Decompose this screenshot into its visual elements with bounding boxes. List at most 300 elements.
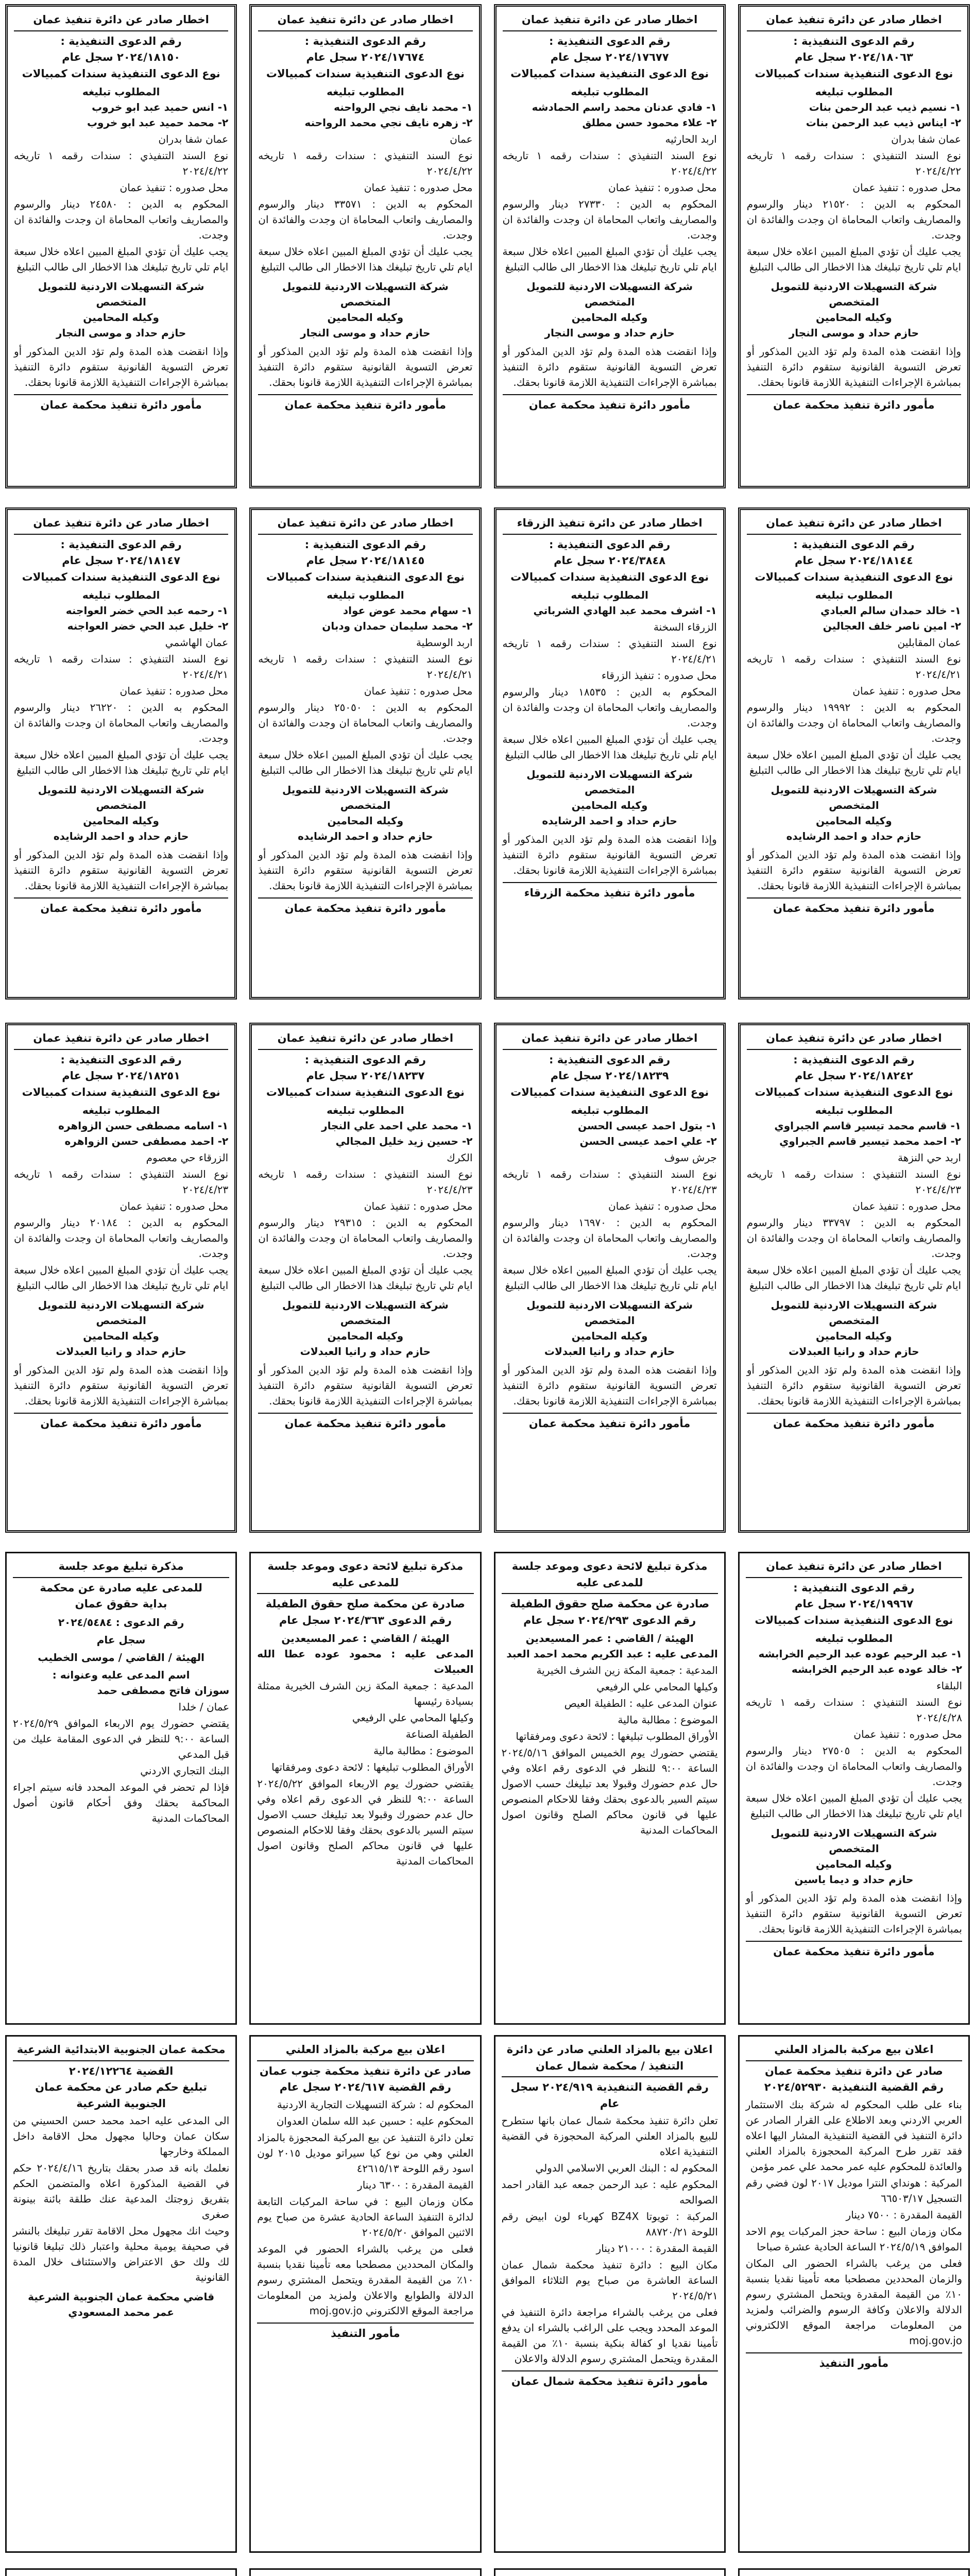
- notice-closing-paragraph: وإذا انقضت هذه المدة ولم تؤد الدين المذكور أو تعرض التسوية القانونية ستقوم دائرة التنفيذ بمباشرة الإجراءات التنفيذية اللازمة قانونا بحقك.: [746, 1364, 961, 1407]
- notice-body-paragraph: عمان شفا بدران: [158, 133, 229, 145]
- notice-body-paragraph: يجب عليك أن تؤدي المبلغ المبين اعلاه خلال سبعة ايام تلي تاريخ تبليغك هذا الاخطار الى طالب التبليغ: [258, 1264, 473, 1292]
- legal-notice: [249, 2035, 481, 2553]
- notice-signature-line: وكيله المحامين: [327, 1330, 404, 1342]
- notice-header-line: اعلان بيع بالمزاد العلني صادر عن دائرة التنفيذ / محكمة شمال عمان: [502, 2042, 718, 2077]
- notice-signature-line: وكيله المحامين: [816, 1858, 892, 1870]
- legal-notice: [249, 1552, 481, 2025]
- notice-header-line: اخطار صادر عن دائرة تنفيذ عمان: [747, 12, 961, 31]
- notice-intro-line: المطلوب تبليغه: [327, 86, 404, 98]
- notice-party-name: ١- انس حميد عبد ابو خروب: [92, 101, 229, 113]
- notice-header-line: صادر عن دائرة تنفيذ محكمة جنوب عمان: [259, 2064, 471, 2077]
- notice-signature-line: شركة التسهيلات الاردنية للتمويل المتخصص: [526, 1299, 693, 1327]
- notice-header-line: صادر عن دائرة تنفيذ محكمة عمان: [764, 2064, 943, 2077]
- notice-signoff: مأمور التنفيذ: [746, 2352, 962, 2372]
- notice-party-name: ٢- محمد سليمان حمدان ودبان: [322, 620, 473, 632]
- notice-signature-line: شركة التسهيلات الاردنية للتمويل المتخصص: [38, 784, 204, 811]
- notice-body-paragraph: محل صدوره : تنفيذ عمان: [364, 181, 473, 194]
- notice-header-line: ٢٠٢٤/١٧٦٧٧ سجل عام: [550, 51, 669, 63]
- notice-header-line: نوع الدعوى التنفيذية سندات كمبيالات: [755, 1086, 953, 1098]
- notice-header-line: اخطار صادر عن دائرة تنفيذ عمان: [258, 12, 472, 31]
- notice-signature-line: حازم حداد و موسى النجار: [544, 327, 675, 339]
- notice-body-paragraph: المحكوم به الدين : ٢٦٢٢٠ دينار والرسوم والمصاريف واتعاب المحاماة ان وجدت والفائدة ان وجدت.: [14, 701, 229, 744]
- notice-header-line: رقم الدعوى التنفيذية :: [60, 35, 182, 47]
- notice-header-line: تبليغ حكم صادر عن محكمة عمان الجنوبية الشرعية: [35, 2081, 208, 2110]
- notice-header-line: بداية حقوق عمان: [75, 1598, 167, 1610]
- notice-closing-paragraph: وإذا انقضت هذه المدة ولم تؤد الدين المذكور أو تعرض التسوية القانونية ستقوم دائرة التنفيذ بمباشرة الإجراءات التنفيذية اللازمة قانونا بحقك.: [502, 833, 717, 876]
- notice-body-paragraph: نوع السند التنفيذي : سندات رقمه ١ تاريخه ٢٠٢٤/٤/٢١: [746, 653, 962, 681]
- notice-body-paragraph: محل صدوره : تنفيذ عمان: [364, 685, 473, 697]
- notice-closing-paragraph: وإذا انقضت هذه المدة ولم تؤد الدين المذكور أو تعرض التسوية القانونية ستقوم دائرة التنفيذ بمباشرة الإجراءات التنفيذية اللازمة قانونا بحقك.: [746, 345, 961, 388]
- notice-signature-line: شركة التسهيلات الاردنية للتمويل المتخصص: [526, 768, 693, 796]
- notice-signature-line: شركة التسهيلات الاردنية للتمويل المتخصص: [282, 280, 449, 308]
- notice-row: [5, 2035, 970, 2553]
- notice-body-paragraph: المحكوم عليه : حسين عبد الله سلمان العدوان: [276, 2114, 474, 2127]
- notice-body-paragraph: نوع السند التنفيذي : سندات رقمه ١ تاريخه ٢٠٢٤/٤/٢٢: [502, 149, 717, 177]
- notice-party-name: ٢- حسين زيد خليل المجالي: [335, 1135, 473, 1147]
- notice-closing-paragraph: وإذا انقضت هذه المدة ولم تؤد الدين المذكور أو تعرض التسوية القانونية ستقوم دائرة التنفيذ بمباشرة الإجراءات التنفيذية اللازمة قانونا بحقك.: [502, 1364, 717, 1407]
- legal-notice: [494, 1023, 726, 1533]
- notice-signoff: مأمور دائرة تنفيذ محكمة عمان: [258, 1413, 472, 1432]
- notice-body-paragraph: الموضوع : مطالبة مالية: [618, 1714, 718, 1726]
- notice-signature-line: شركة التسهيلات الاردنية للتمويل المتخصص: [771, 784, 937, 811]
- notice-row: [5, 507, 970, 999]
- notice-body-paragraph: القيمة المقدرة : ٧٥٠٠ دينار: [846, 2208, 962, 2221]
- notice-body-paragraph: مكان وزمان البيع : ساحة حجز المركبات يوم الاحد الموافق ٢٠٢٤/٥/١٩ الساعة الحادية عشرة صباحا: [745, 2225, 962, 2253]
- notice-body-paragraph: محل صدوره : تنفيذ عمان: [119, 685, 229, 697]
- notice-body-paragraph: المركبة : تويوتا BZ4X كهرباء لون ابيض رقم اللوحة ٨٨٧٢٠/٢١: [501, 2210, 718, 2238]
- notice-closing-paragraph: وإذا انقضت هذه المدة ولم تؤد الدين المذكور أو تعرض التسوية القانونية ستقوم دائرة التنفيذ بمباشرة الإجراءات التنفيذية اللازمة قانونا بحقك.: [258, 345, 473, 388]
- legal-notice: [738, 2568, 970, 2576]
- notice-body-paragraph: يجب عليك أن تؤدي المبلغ المبين اعلاه خلال سبعة ايام تلي تاريخ تبليغك هذا الاخطار الى طالب التبليغ: [502, 1264, 717, 1292]
- notice-body-paragraph: الطفيلة الصناعة: [405, 1728, 474, 1740]
- notice-party-name: ١- قاسم محمد تيسير قاسم الجبراوي: [774, 1120, 961, 1132]
- notice-body-paragraph: المحكوم له : البنك العربي الاسلامي الدولي: [535, 2162, 718, 2174]
- notice-party-name: ٢- علي احمد عيسى الحسن: [579, 1135, 717, 1147]
- notice-signature-line: عمر محمد المسعودي: [68, 2306, 174, 2318]
- notice-signoff: مأمور التنفيذ: [257, 2323, 473, 2342]
- notice-body-paragraph: فعلى من يرغب بالشراء الحضور في الموعد والمكان المحددين مصطحبا معه تأمينا نقديا بنسبة ١٠٪ من القيمة المقدرة ويتحمل المشتري رسوم الدلالة والطوابع والاعلان ولمزيد من المعلومات مراجعة الموقع الالكتروني moj.gov.jo: [257, 2242, 474, 2317]
- notice-intro-line: المطلوب تبليغه: [82, 589, 160, 601]
- notice-body-paragraph: المحكوم به الدين : ٢٥٠٥٠ دينار والرسوم والمصاريف واتعاب المحاماة ان وجدت والفائدة ان وجدت.: [258, 701, 473, 744]
- notice-body-paragraph: يجب عليك أن تؤدي المبلغ المبين اعلاه خلال سبعة ايام تلي تاريخ تبليغك هذا الاخطار الى طالب التبليغ: [746, 245, 961, 273]
- notice-party-name: ٢- احمد محمد تيسير قاسم الجبراوي: [779, 1135, 961, 1147]
- notice-body-paragraph: يجب عليك أن تؤدي المبلغ المبين اعلاه خلال سبعة ايام تلي تاريخ تبليغك هذا الاخطار الى طالب التبليغ: [746, 1264, 961, 1292]
- notice-body-paragraph: المحكوم له : شركة التسهيلات التجارية الاردنية: [277, 2098, 474, 2111]
- notice-body-paragraph: بناء على طلب المحكوم له شركة بنك الاستثمار العربي الاردني وبعد الاطلاع على القرار الصادر عن دائرة التنفيذ في القضية التنفيذية المشار اليها اعلاه فقد تقرر طرح المركبة المحجوزة بالمزاد العلني والعائدة للمحكوم عليه عمر محمد علي عمر مؤمن: [745, 2098, 962, 2173]
- notice-row: [5, 2568, 970, 2576]
- notice-closing-paragraph: وإذا انقضت هذه المدة ولم تؤد الدين المذكور أو تعرض التسوية القانونية ستقوم دائرة التنفيذ بمباشرة الإجراءات التنفيذية اللازمة قانونا بحقك.: [502, 345, 717, 388]
- notice-signature-line: شركة التسهيلات الاردنية للتمويل المتخصص: [771, 280, 937, 308]
- notice-signature-line: وكيله المحامين: [571, 799, 648, 811]
- notice-body-paragraph: عمان الهاشمي: [165, 636, 229, 649]
- notice-header-line: نوع الدعوى التنفيذية سندات كمبيالات: [755, 1614, 953, 1626]
- notice-body-paragraph: نوع السند التنفيذي : سندات رقمه ١ تاريخه ٢٠٢٤/٤/٢٢: [14, 149, 229, 177]
- notice-body-paragraph: نوع السند التنفيذي : سندات رقمه ١ تاريخه ٢٠٢٤/٤/٢٢: [258, 149, 473, 177]
- notice-body-paragraph: القيمة المقدرة : ٦٣٠٠ دينار: [357, 2178, 474, 2191]
- notice-body-paragraph: يجب عليك أن تؤدي المبلغ المبين اعلاه خلال سبعة ايام تلي تاريخ تبليغك هذا الاخطار الى طالب التبليغ: [14, 1264, 229, 1292]
- notice-closing-paragraph: وإذا انقضت هذه المدة ولم تؤد الدين المذكور أو تعرض التسوية القانونية ستقوم دائرة التنفيذ بمباشرة الإجراءات التنفيذية اللازمة قانونا بحقك.: [14, 345, 229, 388]
- notice-body-paragraph: يجب عليك أن تؤدي المبلغ المبين اعلاه خلال سبعة ايام تلي تاريخ تبليغك هذا الاخطار الى طالب التبليغ: [14, 749, 229, 776]
- notice-signoff: مأمور دائرة تنفيذ محكمة عمان: [258, 897, 472, 917]
- notice-party-name: ١- اشرف محمد عبد الهادي الشرباتي: [533, 604, 717, 617]
- notice-body-paragraph: القيمة المقدرة : ٢١٠٠٠ دينار: [596, 2242, 718, 2255]
- legal-notice: [5, 1023, 237, 1533]
- notice-intro-line: اسم المدعى عليه وعنوانه :: [52, 1668, 190, 1681]
- notice-body-paragraph: محل صدوره : تنفيذ عمان: [608, 181, 717, 194]
- notice-signoff: مأمور دائرة تنفيذ محكمة عمان: [14, 1413, 228, 1432]
- notice-closing-paragraph: وإذا انقضت هذه المدة ولم تؤد الدين المذكور أو تعرض التسوية القانونية ستقوم دائرة التنفيذ بمباشرة الإجراءات التنفيذية اللازمة قانونا بحقك.: [745, 1892, 962, 1935]
- notice-header-line: للمدعى عليه صادرة عن محكمة: [40, 1581, 202, 1594]
- notice-header-line: نوع الدعوى التنفيذية سندات كمبيالات: [22, 67, 220, 80]
- notice-intro-line: سجل عام: [96, 1633, 146, 1646]
- notice-signature-line: حازم حداد و رانيا العبدلات: [56, 1345, 186, 1358]
- notice-body-paragraph: يقتضي حضورك يوم الاربعاء الموافق ٢٠٢٤/٥/٢٢ الساعة ٩:٠٠ للنظر في الدعوى رقم اعلاه وفي حال عدم حضورك وقبولا بعد تبليغك حسب الاصول سيتم السير بالدعوى بحقك وفقا للاحكام المنصوص عليها في قانون محاكم الصلح وقانون اصول المحاكمات المدنية: [257, 1777, 474, 1867]
- notice-body-paragraph: الموضوع : مطالبة مالية: [373, 1744, 474, 1757]
- notice-signature-line: وكيله المحامين: [571, 311, 648, 324]
- notice-signature-line: قاضي محكمة عمان الجنوبية الشرعية: [28, 2291, 215, 2303]
- notice-header-line: رقم الدعوى ٢٠٢٤/٣٦٣ سجل عام: [279, 1614, 452, 1626]
- notice-header-line: ٢٠٢٤/١٨٢٤٢ سجل عام: [794, 1070, 913, 1082]
- notice-body-paragraph: محل صدوره : تنفيذ عمان: [364, 1200, 473, 1212]
- notice-body-paragraph: المحكوم به الدين : ٢٧٣٣٠ دينار والرسوم والمصاريف واتعاب المحاماة ان وجدت والفائدة ان وجدت.: [502, 198, 717, 241]
- notice-header-line: نوع الدعوى التنفيذية سندات كمبيالات: [510, 1086, 709, 1098]
- notice-signature-line: حازم حداد و ديما ياسين: [794, 1873, 914, 1886]
- notice-body-paragraph: تعلن دائرة تنفيذ محكمة شمال عمان بانها ستطرح للبيع بالمزاد العلني المركبة المحجوزة في القضية التنفيذية اعلاه: [501, 2114, 718, 2158]
- notice-header-line: رقم الدعوى التنفيذية :: [549, 1053, 671, 1066]
- notice-row: [5, 4, 970, 488]
- notice-header-line: نوع الدعوى التنفيذية سندات كمبيالات: [510, 67, 709, 80]
- notice-header-line: رقم القضية التنفيذية ٢٠٢٤/٩١٩ سجل عام: [510, 2081, 709, 2110]
- notice-header-line: القضية ٢٠٢٤/١٢٢٦٤: [69, 2064, 174, 2077]
- notice-signature-line: وكيله المحامين: [816, 311, 892, 324]
- notice-body-paragraph: محل صدوره : تنفيذ عمان: [852, 685, 961, 697]
- notice-body-paragraph: محل صدوره : تنفيذ عمان: [608, 1200, 717, 1212]
- notice-body-paragraph: يقتضي حضورك يوم الاربعاء الموافق ٢٠٢٤/٥/٢٩ الساعة ٩:٠٠ للنظر في الدعوى المقامة عليك من قبل المدعي: [13, 1717, 230, 1760]
- notice-signoff: مأمور دائرة تنفيذ محكمة عمان: [746, 1941, 962, 1960]
- notice-signature-line: وكيله المحامين: [816, 815, 892, 827]
- notice-header-line: نوع الدعوى التنفيذية سندات كمبيالات: [22, 570, 220, 583]
- notice-header-line: اخطار صادر عن دائرة تنفيذ الزرقاء: [503, 515, 717, 535]
- notice-body-paragraph: البنك التجاري الاردني: [140, 1764, 230, 1777]
- notice-party-name: ١- محمد نايف نجي الرواحنه: [334, 101, 473, 113]
- notice-body-paragraph: وحيث انك مجهول محل الاقامة تقرر تبليغك بالنشر في صحيفة يومية محلية واعتبار ذلك تبليغا قانونيا لك ولك حق الاعتراض والاستئناف خلال المدة القانونية: [13, 2225, 230, 2283]
- notice-body-paragraph: محل صدوره : تنفيذ عمان: [853, 1728, 962, 1740]
- notice-body-paragraph: اربد حي النزهة: [897, 1151, 961, 1164]
- notice-party-name: ١- محمد علي احمد علي النجار: [321, 1120, 473, 1132]
- legal-notice: [494, 2035, 726, 2553]
- notice-party-name: ١- بتول احمد عيسى الحسن: [578, 1120, 717, 1132]
- notice-party-name: ٢- خليل عبد الحي خضر العواجنه: [67, 620, 229, 632]
- notice-signature-line: وكيله المحامين: [816, 1330, 892, 1342]
- notice-header-line: ٢٠٢٤/١٨١٤٤ سجل عام: [794, 554, 913, 567]
- notice-header-line: اخطار صادر عن دائرة تنفيذ عمان: [747, 1030, 961, 1050]
- notice-header-line: اعلان بيع مركبة بالمزاد العلني: [257, 2042, 473, 2061]
- notice-header-line: رقم الدعوى التنفيذية :: [793, 538, 915, 551]
- notice-body-paragraph: المحكوم عليه : عبد الرحمن جمعه عبد القادر احمد الصوالحه: [501, 2178, 718, 2206]
- notice-header-line: نوع الدعوى التنفيذية سندات كمبيالات: [266, 570, 465, 583]
- notice-body-paragraph: يجب عليك أن تؤدي المبلغ المبين اعلاه خلال سبعة ايام تلي تاريخ تبليغك هذا الاخطار الى طالب التبليغ: [746, 749, 961, 776]
- notice-body-paragraph: وكيلها المحامي علي الرفيعي: [596, 1681, 718, 1693]
- notice-intro-line: رقم الدعوى : ٢٠٢٤/٥٤٨٤: [58, 1616, 184, 1629]
- notice-party-name: ٢- احمد مصطفى حسن الزواهره: [64, 1135, 229, 1147]
- notice-body-paragraph: المحكوم به الدين : ٣٣٧٩٧ دينار والرسوم والمصاريف واتعاب المحاماة ان وجدت والفائدة ان وجدت.: [746, 1216, 961, 1260]
- notice-signature-line: وكيله المحامين: [83, 815, 159, 827]
- notice-body-paragraph: يجب عليك أن تؤدي المبلغ المبين اعلاه خلال سبعة ايام تلي تاريخ تبليغك هذا الاخطار الى طالب التبليغ: [14, 245, 229, 273]
- notice-signature-line: حازم حداد و موسى النجار: [300, 327, 431, 339]
- notice-party-name: ١- رحمه عبد الحي خضر العواجنه: [65, 604, 229, 617]
- notice-intro-line: المطلوب تبليغه: [571, 1104, 648, 1116]
- notice-body-paragraph: مكان وزمان البيع : في ساحة المركبات التابعة لدائرة التنفيذ الساعة الحادية عشرة من صباح يوم الاثنين الموافق ٢٠٢٤/٥/٢٠: [257, 2195, 474, 2239]
- notice-header-line: ٢٠٢٤/١٨١٤٧ سجل عام: [62, 554, 181, 567]
- notice-body-paragraph: نوع السند التنفيذي : سندات رقمه ١ تاريخه ٢٠٢٤/٤/٢٣: [14, 1168, 229, 1196]
- notice-row: [5, 1023, 970, 1533]
- notice-signature-line: وكيله المحامين: [327, 815, 404, 827]
- legal-notice: [5, 2035, 237, 2553]
- notice-body-paragraph: المحكوم به الدين : ٢٧٥٠٥ دينار والرسوم والمصاريف واتعاب المحاماة ان وجدت والفائدة ان وجدت.: [745, 1744, 963, 1788]
- legal-notice: [738, 1023, 970, 1533]
- notice-signature-line: وكيله المحامين: [83, 311, 159, 324]
- notice-body-paragraph: الأوراق المطلوب تبليغها : لائحة دعوى ومرفقاتها: [516, 1730, 718, 1742]
- notice-signoff: مأمور دائرة تنفيذ محكمة عمان: [503, 394, 717, 414]
- notice-party-name: المدعى عليه : محمود عوده عطا الله العبيلات: [257, 1648, 474, 1675]
- notice-party-name: المدعى عليه : عبد الكريم محمد احمد العبد: [506, 1648, 718, 1660]
- notice-header-line: ٢٠٢٤/١٨٠٦٣ سجل عام: [794, 51, 913, 63]
- notice-body-paragraph: المحكوم به الدين : ٢٠١٨٤ دينار والرسوم والمصاريف واتعاب المحاماة ان وجدت والفائدة ان وجدت.: [14, 1216, 229, 1260]
- notice-signoff: مأمور دائرة تنفيذ محكمة عمان: [747, 897, 961, 917]
- notice-signature-line: وكيله المحامين: [83, 1330, 159, 1342]
- notice-body-paragraph: الأوراق المطلوب تبليغها : لائحة دعوى ومرفقاتها: [271, 1761, 474, 1773]
- notice-header-line: ٢٠٢٤/٣٨٤٨ سجل عام: [554, 554, 666, 567]
- notice-row: [5, 1552, 970, 2025]
- notice-body-paragraph: يجب عليك أن تؤدي المبلغ المبين اعلاه خلال سبعة ايام تلي تاريخ تبليغك هذا الاخطار الى طالب التبليغ: [502, 733, 717, 761]
- notice-signoff: مأمور دائرة تنفيذ محكمة عمان: [747, 1413, 961, 1432]
- notice-header-line: رقم القضية التنفيذية ٢٠٢٤/٥٢٩٣٠: [764, 2081, 944, 2093]
- notice-signature-line: حازم حداد و احمد الرشايده: [786, 830, 922, 842]
- notice-body-paragraph: فعلى من يرغب بالشراء مراجعة دائرة التنفيذ في الموعد المحدد ويجب على الراغب بالشراء ان يدفع تأمينا نقديا او كفالة بنكية بنسبة ١٠٪ من القيمة المقدرة ويتحمل المشتري رسوم الدلالة والاعلان: [501, 2306, 718, 2365]
- notice-body-paragraph: تعلن دائرة التنفيذ عن بيع المركبة المحجوزة بالمزاد العلني وهي من نوع كيا سيراتو موديل ٢٠١٥ لون اسود رقم اللوحة ٤٢٦١٥/١٣: [257, 2131, 474, 2175]
- notice-header-line: رقم الدعوى التنفيذية :: [60, 538, 182, 551]
- notice-body-paragraph: المدعية : جمعية المكة زين الشرف الخيرية: [536, 1664, 718, 1676]
- notice-closing-paragraph: وإذا انقضت هذه المدة ولم تؤد الدين المذكور أو تعرض التسوية القانونية ستقوم دائرة التنفيذ بمباشرة الإجراءات التنفيذية اللازمة قانونا بحقك.: [258, 849, 473, 892]
- notice-body-paragraph: عنوان المدعى عليه : الطفيلة العيص: [564, 1697, 718, 1709]
- notice-header-line: رقم الدعوى التنفيذية :: [793, 1581, 915, 1594]
- notice-body-paragraph: عمان شفا بدران: [891, 133, 961, 145]
- notice-body-paragraph: المحكوم به الدين : ٢١٥٢٠ دينار والرسوم والمصاريف واتعاب المحاماة ان وجدت والفائدة ان وجدت.: [746, 198, 961, 241]
- notice-header-line: اخطار صادر عن دائرة تنفيذ عمان: [14, 12, 228, 31]
- notice-intro-line: المطلوب تبليغه: [82, 1104, 160, 1116]
- notice-header-line: اخطار صادر عن دائرة تنفيذ عمان: [14, 515, 228, 535]
- notice-intro-line: المطلوب تبليغه: [82, 86, 160, 98]
- notice-header-line: رقم الدعوى التنفيذية :: [793, 35, 915, 47]
- notice-signature-line: شركة التسهيلات الاردنية للتمويل المتخصص: [771, 1827, 937, 1855]
- notice-header-line: رقم الدعوى التنفيذية :: [549, 35, 671, 47]
- notice-body-paragraph: المحكوم به الدين : ٢٤٥٨٠ دينار والرسوم والمصاريف واتعاب المحاماة ان وجدت والفائدة ان وجدت.: [14, 198, 229, 241]
- notice-header-line: رقم الدعوى التنفيذية :: [793, 1053, 915, 1066]
- notice-closing-paragraph: وإذا انقضت هذه المدة ولم تؤد الدين المذكور أو تعرض التسوية القانونية ستقوم دائرة التنفيذ بمباشرة الإجراءات التنفيذية اللازمة قانونا بحقك.: [746, 849, 961, 892]
- notice-intro-line: الهيئة / القاضي : عمر المسيعدين: [281, 1632, 450, 1645]
- notice-party-name: ١- نسيم ذيب عبد الرحمن بنات: [809, 101, 961, 113]
- notice-header-line: صادرة عن محكمة صلح حقوق الطفيلة: [510, 1598, 710, 1610]
- notice-body-paragraph: نعلمك بانه قد صدر بحقك بتاريخ ٢٠٢٤/٤/١٦ حكم في القضية المذكورة اعلاه والمتضمن الحكم بتفريق زوجتك المدعية عنك طلقة بائنة بينونة صغرى: [13, 2162, 230, 2221]
- notice-body-paragraph: المحكوم به الدين : ٣٣٥٧١ دينار والرسوم والمصاريف واتعاب المحاماة ان وجدت والفائدة ان وجدت.: [258, 198, 473, 241]
- notice-header-line: رقم الدعوى التنفيذية :: [304, 1053, 426, 1066]
- notice-signoff: مأمور دائرة تنفيذ محكمة عمان: [503, 1413, 717, 1432]
- legal-notice: [738, 1552, 970, 2025]
- notice-body-paragraph: فعلى من يرغب بالشراء الحضور الى المكان والزمان المحددين مصطحبا معه تأمينا نقديا بنسبة ١٠٪ من القيمة المقدرة ويتحمل المشتري رسوم الدلالة والاعلان وكافة الرسوم والضرائب ولمزيد من المعلومات مراجعة الموقع الالكتروني moj.gov.jo: [745, 2257, 962, 2347]
- notice-signoff: مأمور دائرة تنفيذ محكمة عمان: [14, 394, 228, 414]
- notice-body-paragraph: يجب عليك أن تؤدي المبلغ المبين اعلاه خلال سبعة ايام تلي تاريخ تبليغك هذا الاخطار الى طالب التبليغ: [745, 1792, 962, 1820]
- legal-notice: [5, 1552, 237, 2025]
- notice-header-line: رقم القضية ٢٠٢٤/٦١٧ سجل عام: [279, 2081, 452, 2093]
- legal-notice: [5, 507, 237, 999]
- notice-body-paragraph: محل صدوره : تنفيذ عمان: [852, 181, 961, 194]
- legal-notice: [249, 1023, 481, 1533]
- notice-body-paragraph: جرش سوف: [664, 1151, 717, 1164]
- notice-party-name: ١- اسامه مصطفى حسن الزواهره: [58, 1120, 229, 1132]
- legal-notice: [738, 4, 970, 488]
- notice-intro-line: المطلوب تبليغه: [815, 1104, 893, 1116]
- notice-signoff: مأمور دائرة تنفيذ محكمة الزرقاء: [503, 882, 717, 902]
- notice-body-paragraph: محل صدوره : تنفيذ عمان: [119, 181, 229, 194]
- notice-header-line: اخطار صادر عن دائرة تنفيذ عمان: [258, 1030, 472, 1050]
- notice-header-line: رقم الدعوى ٢٠٢٤/٢٩٣ سجل عام: [523, 1614, 696, 1626]
- notice-header-line: نوع الدعوى التنفيذية سندات كمبيالات: [755, 67, 953, 80]
- notice-intro-line: الهيئة / القاضي / موسى الخطيب: [38, 1651, 204, 1664]
- notice-signature-line: حازم حداد و رانيا العبدلات: [544, 1345, 675, 1358]
- notice-signature-line: شركة التسهيلات الاردنية للتمويل المتخصص: [38, 1299, 204, 1327]
- notice-signature-line: وكيله المحامين: [327, 311, 404, 324]
- notice-party-name: ٢- ايناس ذيب عبد الرحمن بنات: [806, 116, 961, 129]
- notice-party-name: ١- فادي عدنان محمد راسم الحمادشه: [532, 101, 717, 113]
- legal-notice: [494, 4, 726, 488]
- notice-intro-line: المطلوب تبليغه: [815, 86, 893, 98]
- notice-header-line: محكمة عمان الجنوبية الابتدائية الشرعية: [13, 2042, 229, 2061]
- legal-notice: [494, 1552, 726, 2025]
- notice-header-line: ٢٠٢٤/١٨١٥٠ سجل عام: [62, 51, 181, 63]
- notice-party-name: ٢- علاء محمود حسن مطلق: [582, 116, 717, 129]
- notice-party-name: ٢- محمد حميد عبد ابو خروب: [87, 116, 229, 129]
- notice-party-name: ١- سهام محمد عوض عواد: [343, 604, 473, 617]
- notice-intro-line: الهيئة / القاضي : عمر المسيعدين: [525, 1632, 694, 1645]
- notice-header-line: رقم الدعوى التنفيذية :: [60, 1053, 182, 1066]
- notice-header-line: مذكرة تبليغ موعد جلسة: [13, 1558, 229, 1578]
- legal-notice: [5, 4, 237, 488]
- notice-header-line: رقم الدعوى التنفيذية :: [304, 538, 426, 551]
- notice-body-paragraph: عمان: [450, 133, 473, 145]
- notice-party-name: ١- عبد الرحيم عوده عبد الرحيم الخرابشه: [758, 1648, 962, 1660]
- notice-body-paragraph: محل صدوره : تنفيذ عمان: [852, 1200, 961, 1212]
- notice-signature-line: حازم حداد و رانيا العبدلات: [300, 1345, 431, 1358]
- notice-body-paragraph: نوع السند التنفيذي : سندات رقمه ١ تاريخه ٢٠٢٤/٤/٢٣: [502, 1168, 717, 1196]
- notice-body-paragraph: يقتضي حضورك يوم الخميس الموافق ٢٠٢٤/٥/١٦ الساعة ٩:٠٠ للنظر في الدعوى رقم اعلاه وفي حال عدم حضورك وقبولا بعد تبليغك حسب الاصول سيتم السير بالدعوى بحقك وفقا للاحكام المنصوص عليها في قانون محاكم الصلح وقانون اصول المحاكمات المدنية: [501, 1747, 718, 1836]
- notice-signature-line: حازم حداد و موسى النجار: [56, 327, 186, 339]
- notice-body-paragraph: اربد الحارثيه: [665, 133, 717, 145]
- notice-body-paragraph: نوع السند التنفيذي : سندات رقمه ١ تاريخه ٢٠٢٤/٤/٢١: [502, 637, 717, 665]
- notice-party-name: ٢- زهره نايف نجي محمد الرواحنه: [304, 116, 473, 129]
- notice-header-line: اخطار صادر عن دائرة تنفيذ عمان: [746, 1558, 962, 1578]
- notice-body-paragraph: نوع السند التنفيذي : سندات رقمه ١ تاريخه ٢٠٢٤/٤/٢٨: [745, 1696, 962, 1724]
- notice-signoff: مأمور دائرة تنفيذ محكمة عمان: [747, 394, 961, 414]
- notice-signature-line: شركة التسهيلات الاردنية للتمويل المتخصص: [282, 784, 449, 811]
- notice-body-paragraph: المدعية : جمعية المكة زين الشرف الخيرية ممثلة بسيادة رئيسها: [257, 1680, 474, 1707]
- notice-intro-line: المطلوب تبليغه: [815, 1632, 893, 1645]
- notice-body-paragraph: المحكوم به الدين : ١٨٥٣٥ دينار والرسوم والمصاريف واتعاب المحاماة ان وجدت والفائدة ان وجدت.: [502, 686, 717, 729]
- notice-header-line: ٢٠٢٤/١٧٦٧٤ سجل عام: [306, 51, 425, 63]
- notice-body-paragraph: البلقاء: [936, 1680, 962, 1692]
- notice-signature-line: وكيله المحامين: [571, 1330, 648, 1342]
- notice-intro-line: المطلوب تبليغه: [327, 1104, 404, 1116]
- notice-body-paragraph: اربد الوسطية: [416, 636, 473, 649]
- legal-notice: [249, 4, 481, 488]
- legal-notice: [249, 507, 481, 999]
- legal-notice: [5, 2568, 237, 2576]
- notice-intro-line: المطلوب تبليغه: [815, 589, 893, 601]
- notice-signature-line: حازم حداد و احمد الرشايده: [53, 830, 189, 842]
- notice-header-line: نوع الدعوى التنفيذية سندات كمبيالات: [22, 1086, 220, 1098]
- notice-header-line: ٢٠٢٤/١٨١٤٥ سجل عام: [306, 554, 425, 567]
- notice-header-line: ٢٠٢٤/١٨٢٥١ سجل عام: [62, 1070, 181, 1082]
- notice-signature-line: حازم حداد و احمد الرشايده: [542, 815, 677, 827]
- notice-party-name: ٢- امين ناصر خلف العجالين: [823, 620, 961, 632]
- notice-body-paragraph: المحكوم به الدين : ١٩٩٩٢ دينار والرسوم والمصاريف واتعاب المحاماة ان وجدت والفائدة ان وجدت.: [746, 701, 961, 744]
- legal-notice: [494, 2568, 726, 2576]
- notice-body-paragraph: المركبة : هونداي النترا موديل ٢٠١٧ لون فضي رقم التسجيل ٦٦٥٠٣/١٧: [745, 2176, 962, 2205]
- notice-signoff: مأمور دائرة تنفيذ محكمة شمال عمان: [502, 2370, 718, 2390]
- notice-header-line: نوع الدعوى التنفيذية سندات كمبيالات: [755, 570, 953, 583]
- notice-header-line: نوع الدعوى التنفيذية سندات كمبيالات: [510, 570, 709, 583]
- notice-closing-paragraph: وإذا انقضت هذه المدة ولم تؤد الدين المذكور أو تعرض التسوية القانونية ستقوم دائرة التنفيذ بمباشرة الإجراءات التنفيذية اللازمة قانونا بحقك.: [14, 1364, 229, 1407]
- legal-notice: [249, 2568, 481, 2576]
- notice-body-paragraph: يجب عليك أن تؤدي المبلغ المبين اعلاه خلال سبعة ايام تلي تاريخ تبليغك هذا الاخطار الى طالب التبليغ: [258, 245, 473, 273]
- notice-header-line: رقم الدعوى التنفيذية :: [304, 35, 426, 47]
- notice-signature-line: شركة التسهيلات الاردنية للتمويل المتخصص: [771, 1299, 937, 1327]
- notice-body-paragraph: الزرقاء حي معصوم: [146, 1151, 229, 1164]
- notice-header-line: ٢٠٢٤/١٩٩٦٧ سجل عام: [794, 1598, 913, 1610]
- notice-body-paragraph: محل صدوره : تنفيذ عمان: [119, 1200, 229, 1212]
- notice-party-name: سوزان فاتح مصطفى حمد: [97, 1684, 230, 1697]
- notice-body-paragraph: نوع السند التنفيذي : سندات رقمه ١ تاريخه ٢٠٢٤/٤/٢٢: [746, 149, 962, 177]
- legal-notice: [738, 507, 970, 999]
- notice-signature-line: حازم حداد و رانيا العبدلات: [789, 1345, 919, 1358]
- notice-body-paragraph: نوع السند التنفيذي : سندات رقمه ١ تاريخه ٢٠٢٤/٤/٢١: [14, 653, 229, 681]
- notice-signoff: مأمور دائرة تنفيذ محكمة عمان: [14, 897, 228, 917]
- notice-intro-line: المطلوب تبليغه: [327, 589, 404, 601]
- notice-body-paragraph: نوع السند التنفيذي : سندات رقمه ١ تاريخه ٢٠٢٤/٤/٢١: [258, 653, 473, 681]
- notice-body-paragraph: فإذا لم تحضر في الموعد المحدد فانه سيتم اجراء المحاكمة بحقك وفق أحكام قانون أصول المحاكمات المدنية: [13, 1781, 230, 1824]
- notice-body-paragraph: المحكوم به الدين : ١٦٩٧٠ دينار والرسوم والمصاريف واتعاب المحاماة ان وجدت والفائدة ان وجدت.: [502, 1216, 717, 1260]
- notice-header-line: اخطار صادر عن دائرة تنفيذ عمان: [14, 1030, 228, 1050]
- notice-intro-line: المطلوب تبليغه: [571, 86, 648, 98]
- notice-signature-line: شركة التسهيلات الاردنية للتمويل المتخصص: [38, 280, 204, 308]
- notice-signature-line: حازم حداد و موسى النجار: [789, 327, 919, 339]
- legal-notice: [494, 507, 726, 999]
- notice-signoff: مأمور دائرة تنفيذ محكمة عمان: [258, 394, 472, 414]
- notice-body-paragraph: نوع السند التنفيذي : سندات رقمه ١ تاريخه ٢٠٢٤/٤/٢٣: [746, 1168, 962, 1196]
- notice-header-line: ٢٠٢٤/١٨٢٣٧ سجل عام: [306, 1070, 425, 1082]
- notice-body-paragraph: الكرك: [447, 1151, 473, 1164]
- notice-header-line: اعلان بيع مركبة بالمزاد العلني: [746, 2042, 962, 2061]
- legal-notice: [738, 2035, 970, 2553]
- notice-header-line: اخطار صادر عن دائرة تنفيذ عمان: [503, 1030, 717, 1050]
- notice-header-line: اخطار صادر عن دائرة تنفيذ عمان: [258, 515, 472, 535]
- notice-body-paragraph: محل صدوره : تنفيذ الزرقاء: [601, 669, 717, 682]
- notice-body-paragraph: المحكوم به الدين : ٢٩٣١٥ دينار والرسوم والمصاريف واتعاب المحاماة ان وجدت والفائدة ان وجدت.: [258, 1216, 473, 1260]
- notice-signature-line: حازم حداد و احمد الرشايده: [298, 830, 433, 842]
- notice-intro-line: المطلوب تبليغه: [571, 589, 648, 601]
- notice-body-paragraph: عمان المقابلين: [897, 636, 961, 649]
- notice-body-paragraph: يجب عليك أن تؤدي المبلغ المبين اعلاه خلال سبعة ايام تلي تاريخ تبليغك هذا الاخطار الى طالب التبليغ: [258, 749, 473, 776]
- notice-body-paragraph: نوع السند التنفيذي : سندات رقمه ١ تاريخه ٢٠٢٤/٤/٢٣: [258, 1168, 473, 1196]
